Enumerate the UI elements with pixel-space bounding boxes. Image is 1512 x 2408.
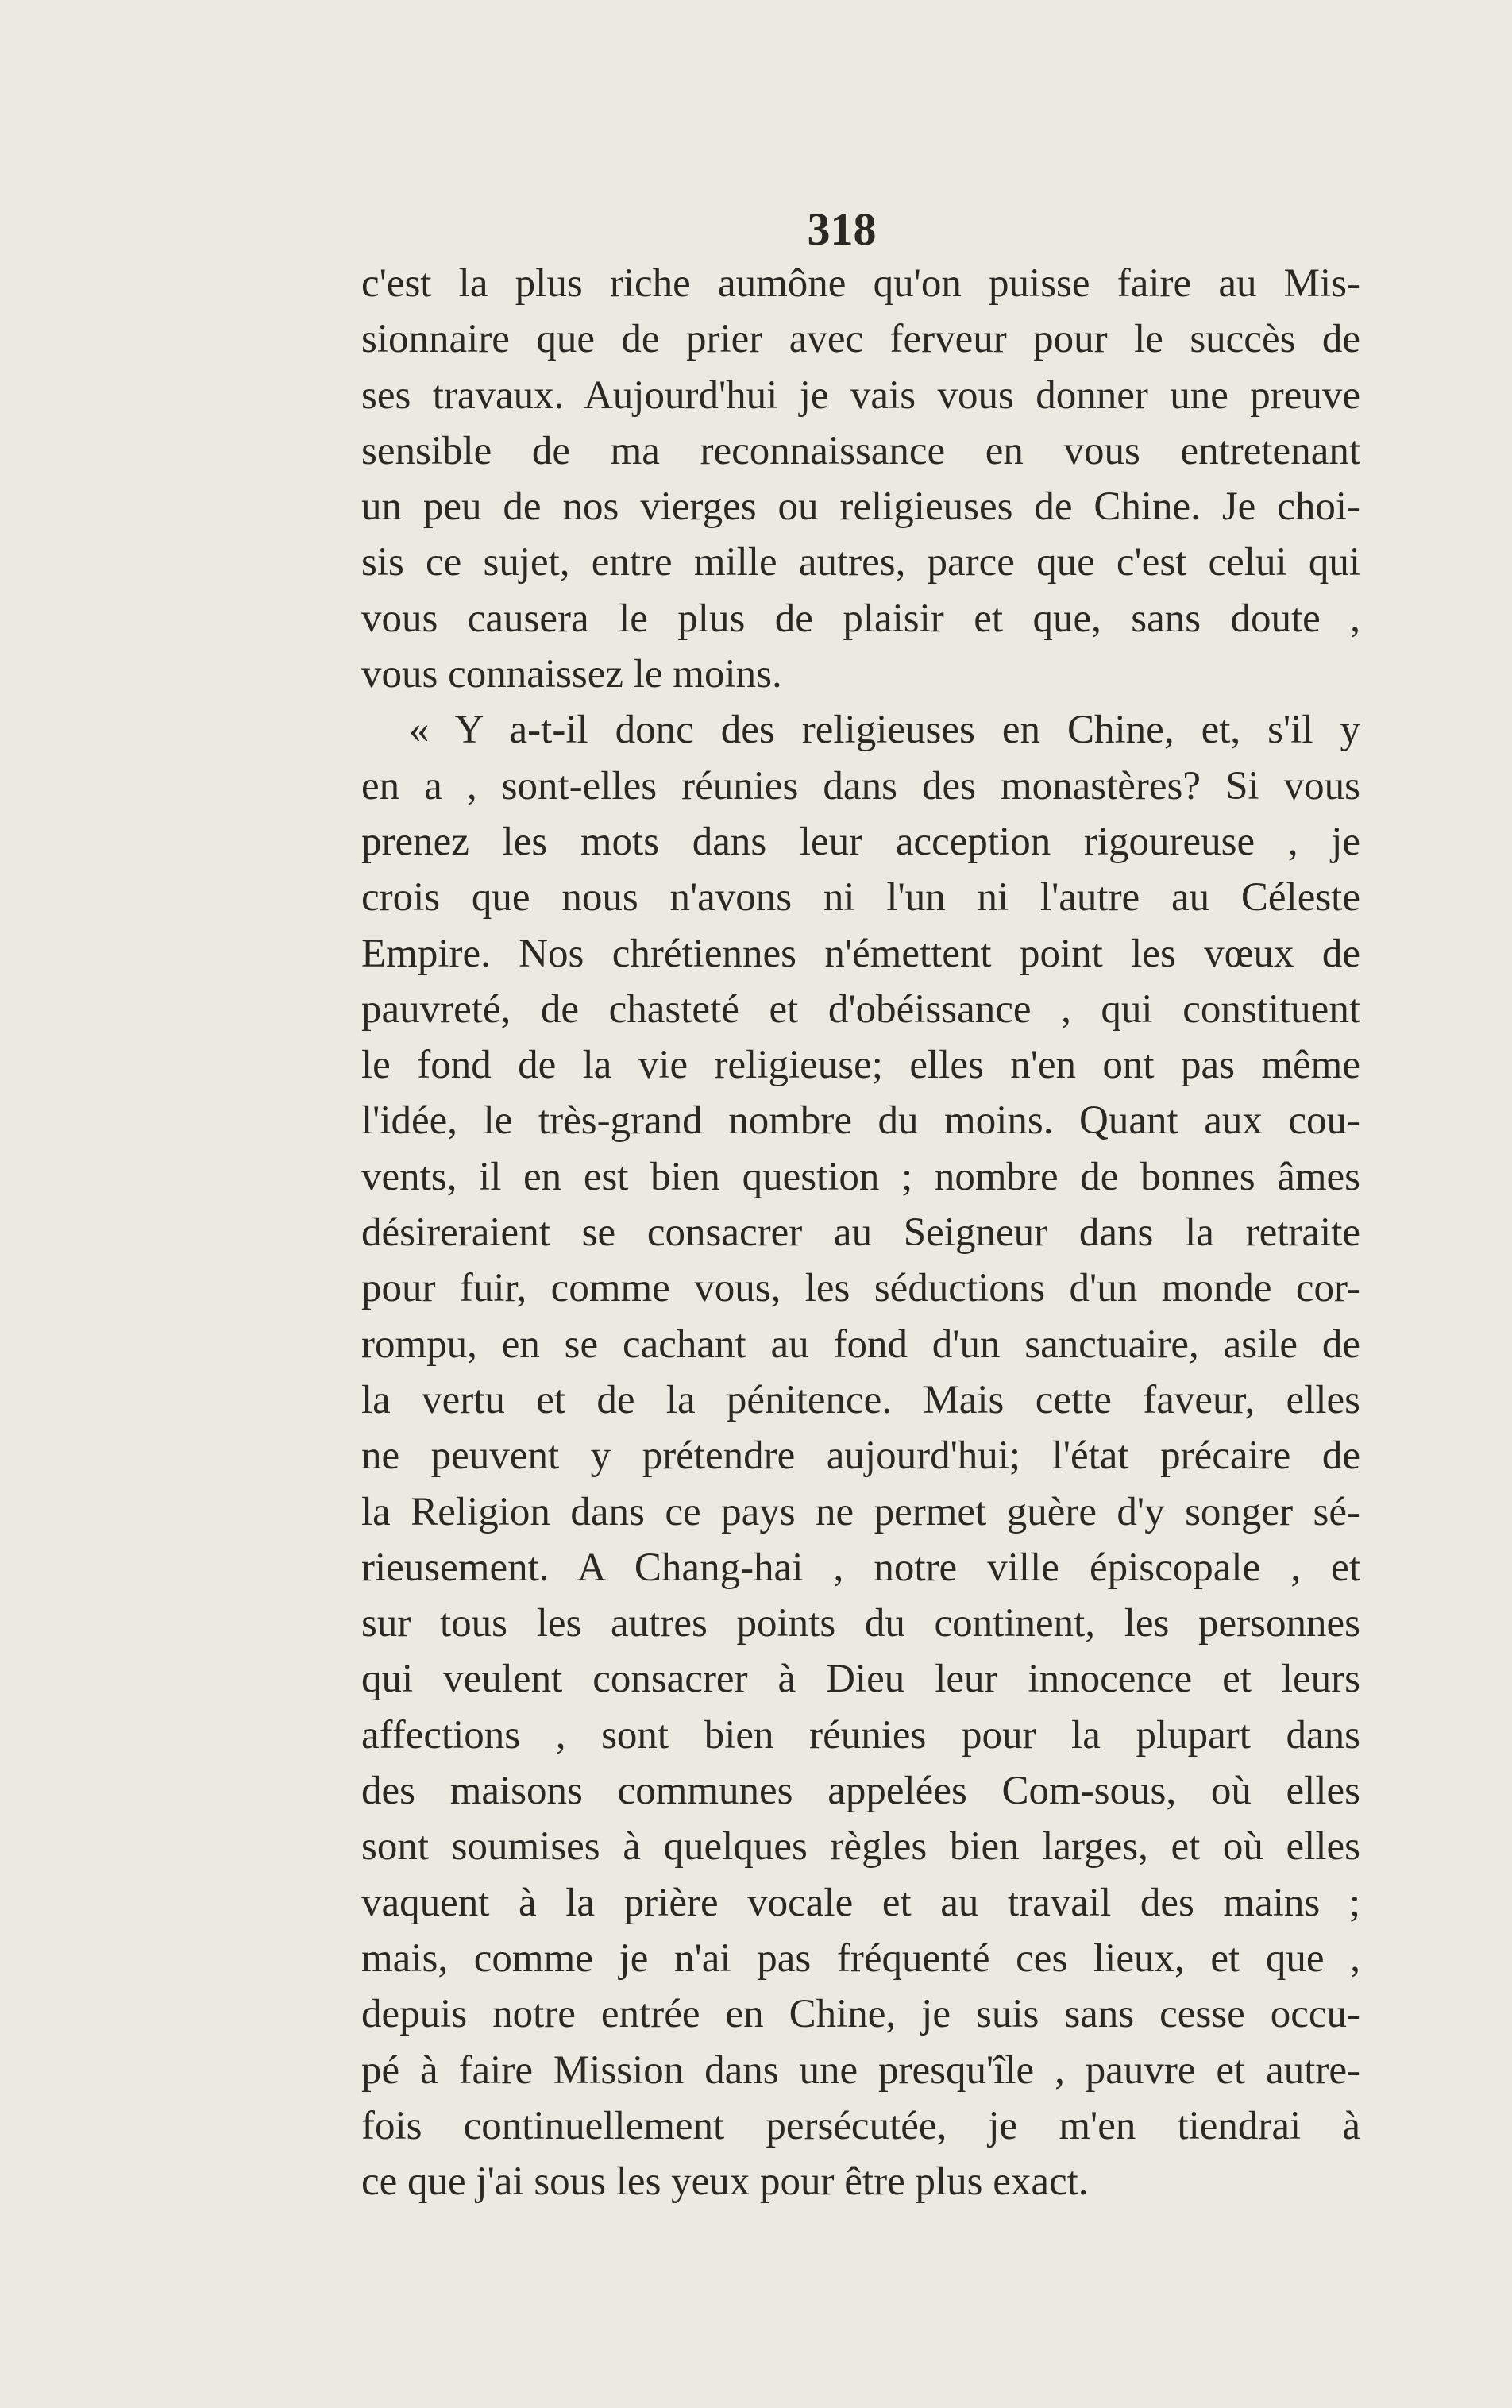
- text-line: l'idée, le très-grand nombre du moins. Quant aux cou-: [361, 1098, 1360, 1144]
- text-line: vous connaissez le moins.: [361, 652, 782, 697]
- text-line: depuis notre entrée en Chine, je suis sans cesse occu-: [361, 1992, 1360, 2037]
- text-line: sensible de ma reconnaissance en vous entretenant: [361, 428, 1360, 473]
- text-line: un peu de nos vierges ou religieuses de Chine. Je choi-: [361, 484, 1360, 530]
- text-line: la Religion dans ce pays ne permet guère d'y songer sé-: [361, 1489, 1360, 1534]
- text-line: des maisons communes appelées Com-sous, où elles: [361, 1769, 1360, 1814]
- text-line: prenez les mots dans leur acception rigoureuse , je: [361, 819, 1360, 864]
- text-line: rompu, en se cachant au fond d'un sanctuaire, asile de: [361, 1322, 1360, 1367]
- text-line: rieusement. A Chang-hai , notre ville épiscopale , et: [361, 1545, 1360, 1590]
- body-text: [361, 256, 1360, 2209]
- text-line: ne peuvent y prétendre aujourd'hui; l'état précaire de: [361, 1434, 1360, 1479]
- text-line: désireraient se consacrer au Seigneur dans la retraite: [361, 1210, 1360, 1256]
- text-line: sur tous les autres points du continent, les personnes: [361, 1601, 1360, 1646]
- text-line: la vertu et de la pénitence. Mais cette faveur, elles: [361, 1377, 1360, 1422]
- text-line: vents, il en est bien question ; nombre de bonnes âmes: [361, 1154, 1360, 1199]
- text-line: sionnaire que de prier avec ferveur pour le succès de: [361, 317, 1360, 362]
- text-line: le fond de la vie religieuse; elles n'en ont pas même: [361, 1043, 1360, 1088]
- text-line: pour fuir, comme vous, les séductions d'un monde cor-: [361, 1266, 1360, 1311]
- text-line: « Y a-t-il donc des religieuses en Chine, et, s'il y: [409, 708, 1360, 753]
- text-line: ce que j'ai sous les yeux pour être plus exact.: [361, 2159, 1089, 2205]
- text-line: en a , sont-elles réunies dans des monastères? Si vous: [361, 763, 1360, 808]
- text-line: sis ce sujet, entre mille autres, parce que c'est celui qui: [361, 540, 1360, 585]
- text-line: pé à faire Mission dans une presqu'île , pauvre et autre-: [361, 2047, 1360, 2093]
- text-line: pauvreté, de chasteté et d'obéissance , qui constituent: [361, 986, 1360, 1032]
- text-line: fois continuellement persécutée, je m'en tiendrai à: [361, 2103, 1360, 2148]
- text-line: vaquent à la prière vocale et au travail des mains ;: [361, 1880, 1360, 1925]
- text-line: sont soumises à quelques règles bien larges, et où elles: [361, 1824, 1360, 1870]
- text-line: mais, comme je n'ai pas fréquenté ces lieux, et que ,: [361, 1935, 1360, 1981]
- text-line: affections , sont bien réunies pour la plupart dans: [361, 1712, 1360, 1758]
- text-line: vous causera le plus de plaisir et que, sans doute ,: [361, 596, 1360, 641]
- text-line: crois que nous n'avons ni l'un ni l'autre au Céleste: [361, 875, 1360, 920]
- page-number: 318: [807, 203, 877, 255]
- text-line: ses travaux. Aujourd'hui je vais vous donner une preuve: [361, 372, 1360, 418]
- text-line: Empire. Nos chrétiennes n'émettent point les vœux de: [361, 931, 1360, 976]
- text-line: c'est la plus riche aumône qu'on puisse faire au Mis-: [361, 261, 1360, 306]
- text-line: qui veulent consacrer à Dieu leur innocence et leurs: [361, 1657, 1360, 1702]
